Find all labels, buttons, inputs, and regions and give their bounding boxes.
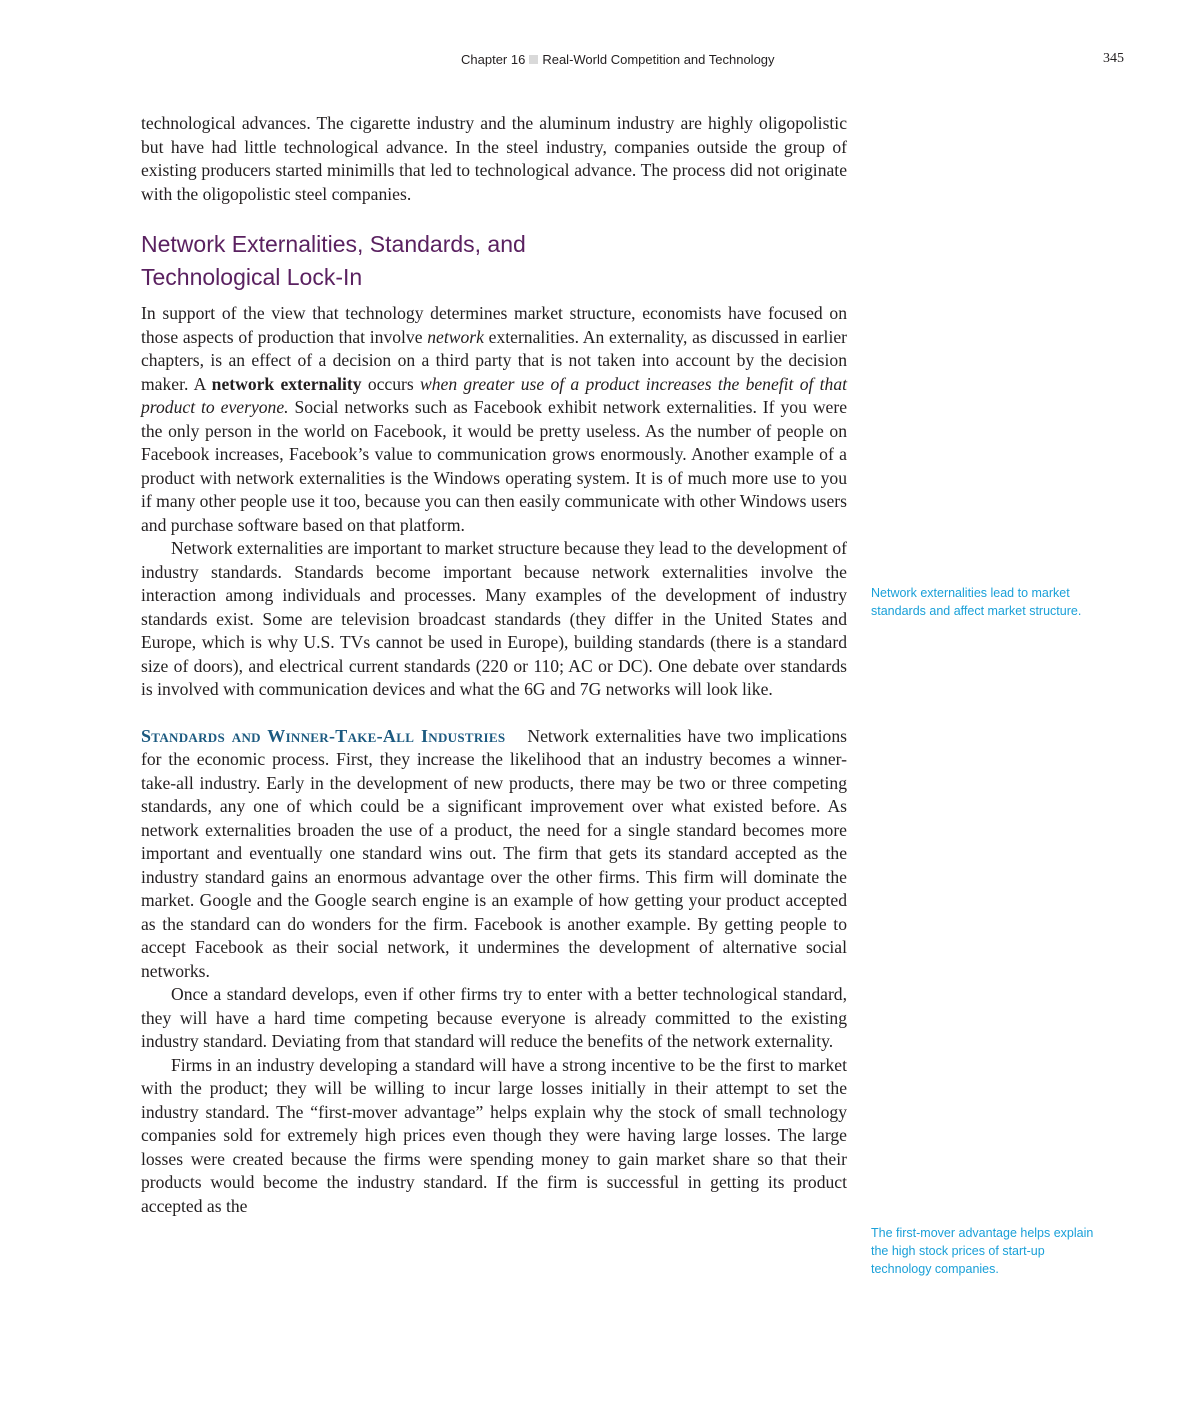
body-paragraph-continued: technological advances. The cigarette industry and the aluminum industry are highly oligopolistic but have had little technological advance. In the steel industry, companies outside the group of existing producers started minimills that led to technological advance. The process did not originate with the oligopolistic steel companies. — [141, 113, 847, 204]
chapter-title: Real-World Competition and Technology — [542, 52, 775, 67]
margin-note-first-mover: The first-mover advantage helps explain the high stock prices of start-up technology companies. — [871, 1226, 1094, 1276]
body-paragraph-first-mover: Firms in an industry developing a standard will have a strong incentive to be the first to market with the product; they will be willing to incur large losses initially in their attempt to set the industry standard. The “first-mover advantage” helps explain why the stock of small technology companies sold for extremely high prices even though they were having large losses. The large losses were created because the firms were spending money to gain market share so that their products would become the industry standard. If the firm is successful in getting its product accepted as the — [141, 1054, 847, 1216]
body-paragraph-winner-take-all — [141, 725, 847, 984]
running-head-chapter-line — [461, 52, 775, 67]
separator-square-icon — [529, 55, 538, 64]
paragraph-text: Social networks such as Facebook exhibit network externalities. If you were the only person in the world on Facebook, it would be pretty useless. As the number of people on Facebook increases, Facebook’s value to communication grows enormously. Another example of a product with network externalities is the Windows operating system. It is of much more use to you if many other people use it too, because you can then easily communicate with other Windows users and purchase software based on that platform. — [141, 397, 848, 535]
italic-term: network — [427, 326, 484, 347]
paragraph-text: In support of the view that technology determines market structure, economists have focused on those aspects of production that involve — [141, 303, 847, 347]
margin-note-standards: Network externalities lead to market standards and affect market structure. — [871, 586, 1082, 618]
paragraph-text: externalities. An externality, as discussed in earlier chapters, is an effect of a decision on a third party that is not taken into account by the decision maker. A — [141, 326, 847, 394]
body-paragraph-standards: Network externalities are important to market structure because they lead to the development of industry standards. Standards become important because network externalities involve the interaction among individuals and processes. Many examples of the development of industry standards exist. Some are television broadcast standards (they differ in the United States and Europe, which is why U.S. TVs cannot be used in Europe), building standards (there is a standard size of doors), and electrical current standards (220 or 110; AC or DC). One debate over standards is involved with communication devices and what the 6G and 7G networks will look like. — [141, 538, 847, 699]
page-number: 345 — [1103, 51, 1124, 66]
running-head — [0, 50, 1200, 72]
subsection-heading: Standards and Winner-Take-All Industries — [141, 725, 506, 746]
chapter-label: Chapter 16 — [461, 52, 526, 67]
body-paragraph-network-externality — [141, 302, 847, 537]
main-text-column — [141, 112, 847, 1218]
paragraph-text: Network externalities have two implications for the economic process. First, they increase the likelihood that an industry becomes a winner-take-all industry. Early in the development of new products, there may be two or three competing standards, any one of which could be a significant improvement over what existed before. As network externalities broaden the use of a product, the need for a single standard becomes more important and eventually one standard wins out. The firm that gets its standard accepted as the industry standard gains an enormous advantage over the other firms. This firm will dominate the market. Google and the Google search engine is an example of how getting your product accepted as the standard can do wonders for the firm. Facebook is another example. By getting people to accept Facebook as their social network, it undermines the development of alternative social networks. — [141, 725, 847, 981]
key-term: network externality — [211, 373, 362, 394]
paragraph-text: occurs — [361, 373, 420, 394]
section-heading: Network Externalities, Standards, and Technological Lock-In — [141, 231, 526, 290]
definition-italic: when greater use of a product increases the benefit of that product to everyone. — [141, 373, 848, 417]
body-paragraph-lock-in: Once a standard develops, even if other firms try to enter with a better technological standard, they will have a hard time competing because everyone is already committed to the existing industry standard. Deviating from that standard will reduce the benefits of the network externality. — [141, 984, 847, 1051]
